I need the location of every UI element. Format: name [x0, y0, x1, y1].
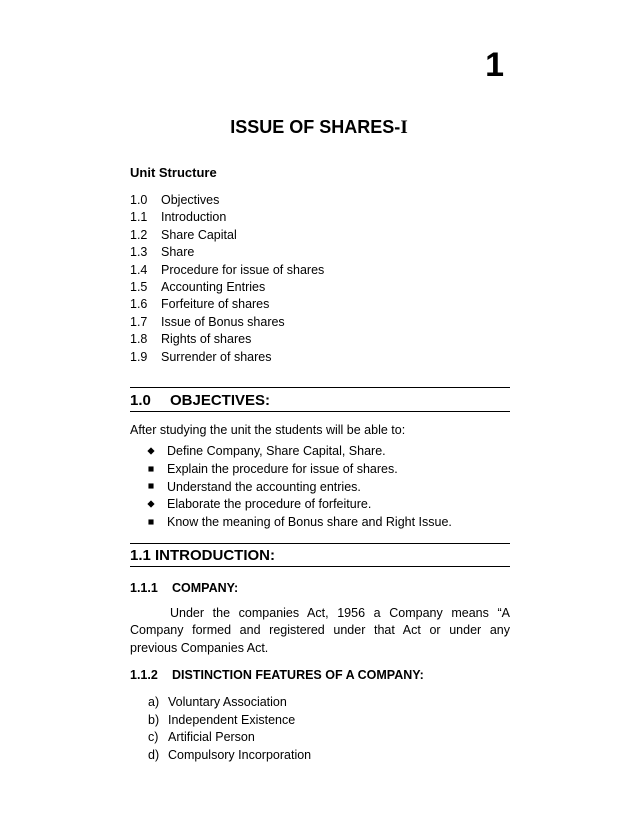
toc-item-label: Surrender of shares: [161, 349, 272, 364]
chapter-title-text: ISSUE OF SHARES-: [230, 117, 401, 137]
toc-item-number: 1.4: [130, 262, 148, 277]
company-subheading: [130, 581, 238, 595]
diamond-bullet-icon: [147, 447, 154, 454]
toc-item-label: Accounting Entries: [161, 279, 266, 294]
unit-structure-heading: Unit Structure: [130, 165, 217, 180]
chapter-title: [0, 118, 638, 137]
section-rule-bottom: [130, 411, 510, 412]
list-item: [148, 514, 452, 532]
toc-item-number: 1.2: [130, 227, 148, 242]
toc-item: [130, 209, 324, 226]
list-item-text: Explain the procedure for issue of shares.: [167, 461, 398, 476]
section-rule-top: [130, 543, 510, 544]
list-item-text: Know the meaning of Bonus share and Right Issue.: [167, 515, 452, 530]
section-rule-bottom: [130, 566, 510, 567]
toc-item: [130, 192, 324, 209]
toc-item-number: 1.8: [130, 332, 148, 347]
square-bullet-icon: [148, 466, 153, 471]
toc-item-number: 1.6: [130, 297, 148, 312]
square-bullet-icon: [148, 519, 153, 524]
list-item-marker: d): [148, 747, 160, 762]
objectives-title: OBJECTIVES:: [170, 392, 271, 409]
list-item-text: Independent Existence: [168, 712, 296, 727]
list-item: [148, 747, 311, 765]
chapter-number: 1: [485, 46, 504, 84]
list-item-text: Compulsory Incorporation: [168, 747, 312, 762]
toc-item-number: 1.0: [130, 193, 148, 207]
list-item-text: Elaborate the procedure of forfeiture.: [167, 497, 372, 512]
objectives-number: 1.0: [130, 392, 151, 409]
list-item: [148, 729, 311, 747]
toc-item-number: 1.3: [130, 245, 148, 260]
toc-item-label: Rights of shares: [161, 332, 252, 347]
features-subheading-title: DISTINCTION FEATURES OF A COMPANY:: [172, 668, 424, 682]
list-item-text: Artificial Person: [168, 730, 255, 745]
diamond-bullet-icon: [147, 500, 154, 507]
company-subheading-number: 1.1.1: [130, 581, 158, 595]
toc-item-label: Forfeiture of shares: [161, 297, 270, 312]
toc-item-label: Share Capital: [161, 227, 237, 242]
list-item: [148, 496, 452, 514]
toc-item-number: 1.5: [130, 279, 148, 294]
features-subheading: [130, 668, 424, 682]
list-item-text: Voluntary Association: [168, 695, 287, 709]
list-item-marker: a): [148, 695, 160, 709]
toc-item-label: Introduction: [161, 210, 227, 225]
section-rule-top: [130, 387, 510, 388]
toc-item: [130, 262, 324, 279]
toc-item-number: 1.1: [130, 210, 148, 225]
chapter-title-roman: I: [400, 117, 408, 138]
toc-item-number: 1.7: [130, 314, 148, 329]
toc-item: [130, 227, 324, 244]
toc-item-label: Issue of Bonus shares: [161, 314, 285, 329]
unit-structure-list: [130, 192, 324, 366]
toc-item: [130, 244, 324, 261]
list-item: [148, 694, 311, 712]
list-item: [148, 479, 452, 497]
toc-item: [130, 331, 324, 348]
features-list: [148, 694, 311, 764]
toc-item: [130, 296, 324, 313]
list-item-marker: b): [148, 712, 160, 727]
list-item: [148, 461, 452, 479]
objectives-intro: After studying the unit the students will be able to:: [130, 423, 406, 437]
list-item-text: Define Company, Share Capital, Share.: [167, 444, 386, 458]
square-bullet-icon: [148, 484, 153, 489]
introduction-heading: 1.1 INTRODUCTION:: [130, 547, 276, 564]
list-item: [148, 712, 311, 730]
company-definition: Under the companies Act, 1956 a Company means “A Company formed and registered under that Act or under any previous Companies Act.: [130, 606, 510, 655]
toc-item-number: 1.9: [130, 349, 148, 364]
company-subheading-title: COMPANY:: [172, 581, 239, 595]
toc-item-label: Share: [161, 245, 195, 260]
objectives-heading: [130, 393, 270, 408]
toc-item: [130, 279, 324, 296]
list-item: [148, 443, 452, 461]
toc-item-label: Procedure for issue of shares: [161, 262, 325, 277]
list-item-text: Understand the accounting entries.: [167, 479, 361, 494]
toc-item-label: Objectives: [161, 193, 220, 207]
features-subheading-number: 1.1.2: [130, 668, 158, 682]
toc-item: [130, 349, 324, 366]
objectives-list: [148, 443, 452, 532]
toc-item: [130, 314, 324, 331]
list-item-marker: c): [148, 730, 159, 745]
